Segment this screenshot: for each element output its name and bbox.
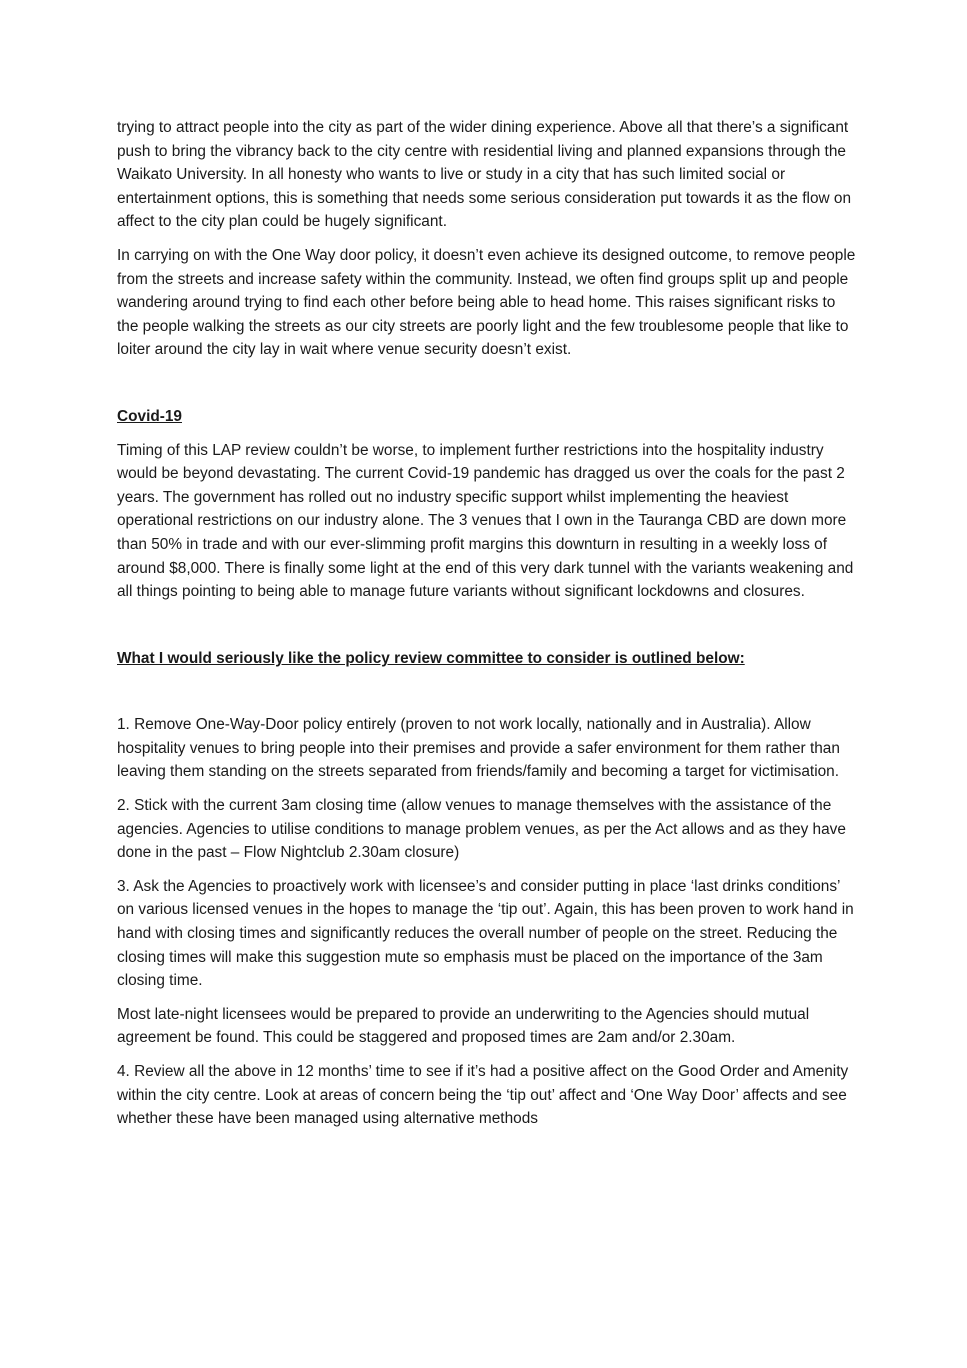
spacer <box>117 614 857 647</box>
recommendations-heading: What I would seriously like the policy review committee to consider is outlined below: <box>117 649 745 667</box>
spacer <box>117 680 857 713</box>
recommendation-item-4: 4. Review all the above in 12 months’ time to see if it’s had a positive affect on the Good Order and Amenity within the city centre. Look at areas of concern being the ‘tip out’ affect and ‘One Way Door’ affects and see whether these have been managed using alternative methods <box>117 1063 849 1128</box>
recommendation-item-3: 3. Ask the Agencies to proactively work with licensee’s and consider putting in place ‘last drinks conditions’ on various licensed venues in the hopes to manage the ‘tip out’. Again, this has been proven to work hand in hand with closing times and significantly reduces the overall number of people on the street. Reducing the closing times will make this suggestion mute so emphasis must be placed on the importance of the 3am closing time. <box>117 877 854 990</box>
document-page <box>117 116 857 1141</box>
recommendation-note: Most late-night licensees would be prepared to provide an underwriting to the Agencies should mutual agreement be found. This could be staggered and proposed times are 2am and/or 2.30am. <box>117 1005 810 1047</box>
intro-paragraph-2: In carrying on with the One Way door policy, it doesn’t even achieve its designed outcome, to remove people from the streets and increase safety within the community. Instead, we often find groups split up and people wandering around trying to find each other before being able to head home. This raises significant risks to the people walking the streets as our city streets are poorly light and the few troublesome people that like to loiter around the city lay in wait where venue security doesn’t exist. <box>117 246 856 359</box>
intro-paragraph-1: trying to attract people into the city as part of the wider dining experience. Above all that there’s a significant push to bring the vibrancy back to the city centre with residential living and planned expansions through the Waikato University. In all honesty who wants to live or study in a city that has such limited social or entertainment options, this is something that needs some serious consideration put towards it as the flow on affect to the city plan could be hugely significant. <box>117 119 852 231</box>
recommendation-item-2: 2. Stick with the current 3am closing time (allow venues to manage themselves with the assistance of the agencies. Agencies to utilise conditions to manage problem venues, as per the Act allows and as they have done in the past – Flow Nightclub 2.30am closure) <box>117 797 846 862</box>
covid-heading: Covid-19 <box>117 407 182 425</box>
spacer <box>117 372 857 405</box>
covid-paragraph: Timing of this LAP review couldn’t be worse, to implement further restrictions into the hospitality industry would be beyond devastating. The current Covid-19 pandemic has dragged us over the coals for the past 2 years. The government has rolled out no industry specific support whilst implementing the heaviest operational restrictions on our industry alone. The 3 venues that I own in the Tauranga CBD are down more than 50% in trade and with our ever-slimming profit margins this downturn in resulting in a weekly loss of around $8,000. There is finally some light at the end of this very dark tunnel with the variants weakening and all things pointing to being able to manage future variants without significant lockdowns and closures. <box>117 441 854 601</box>
recommendation-item-1: 1. Remove One-Way-Door policy entirely (proven to not work locally, nationally and in Australia). Allow hospitality venues to bring people into their premises and provide a safer environment for them rather than leaving them standing on the streets separated from friends/family and becoming a target for victimisation. <box>117 716 840 781</box>
